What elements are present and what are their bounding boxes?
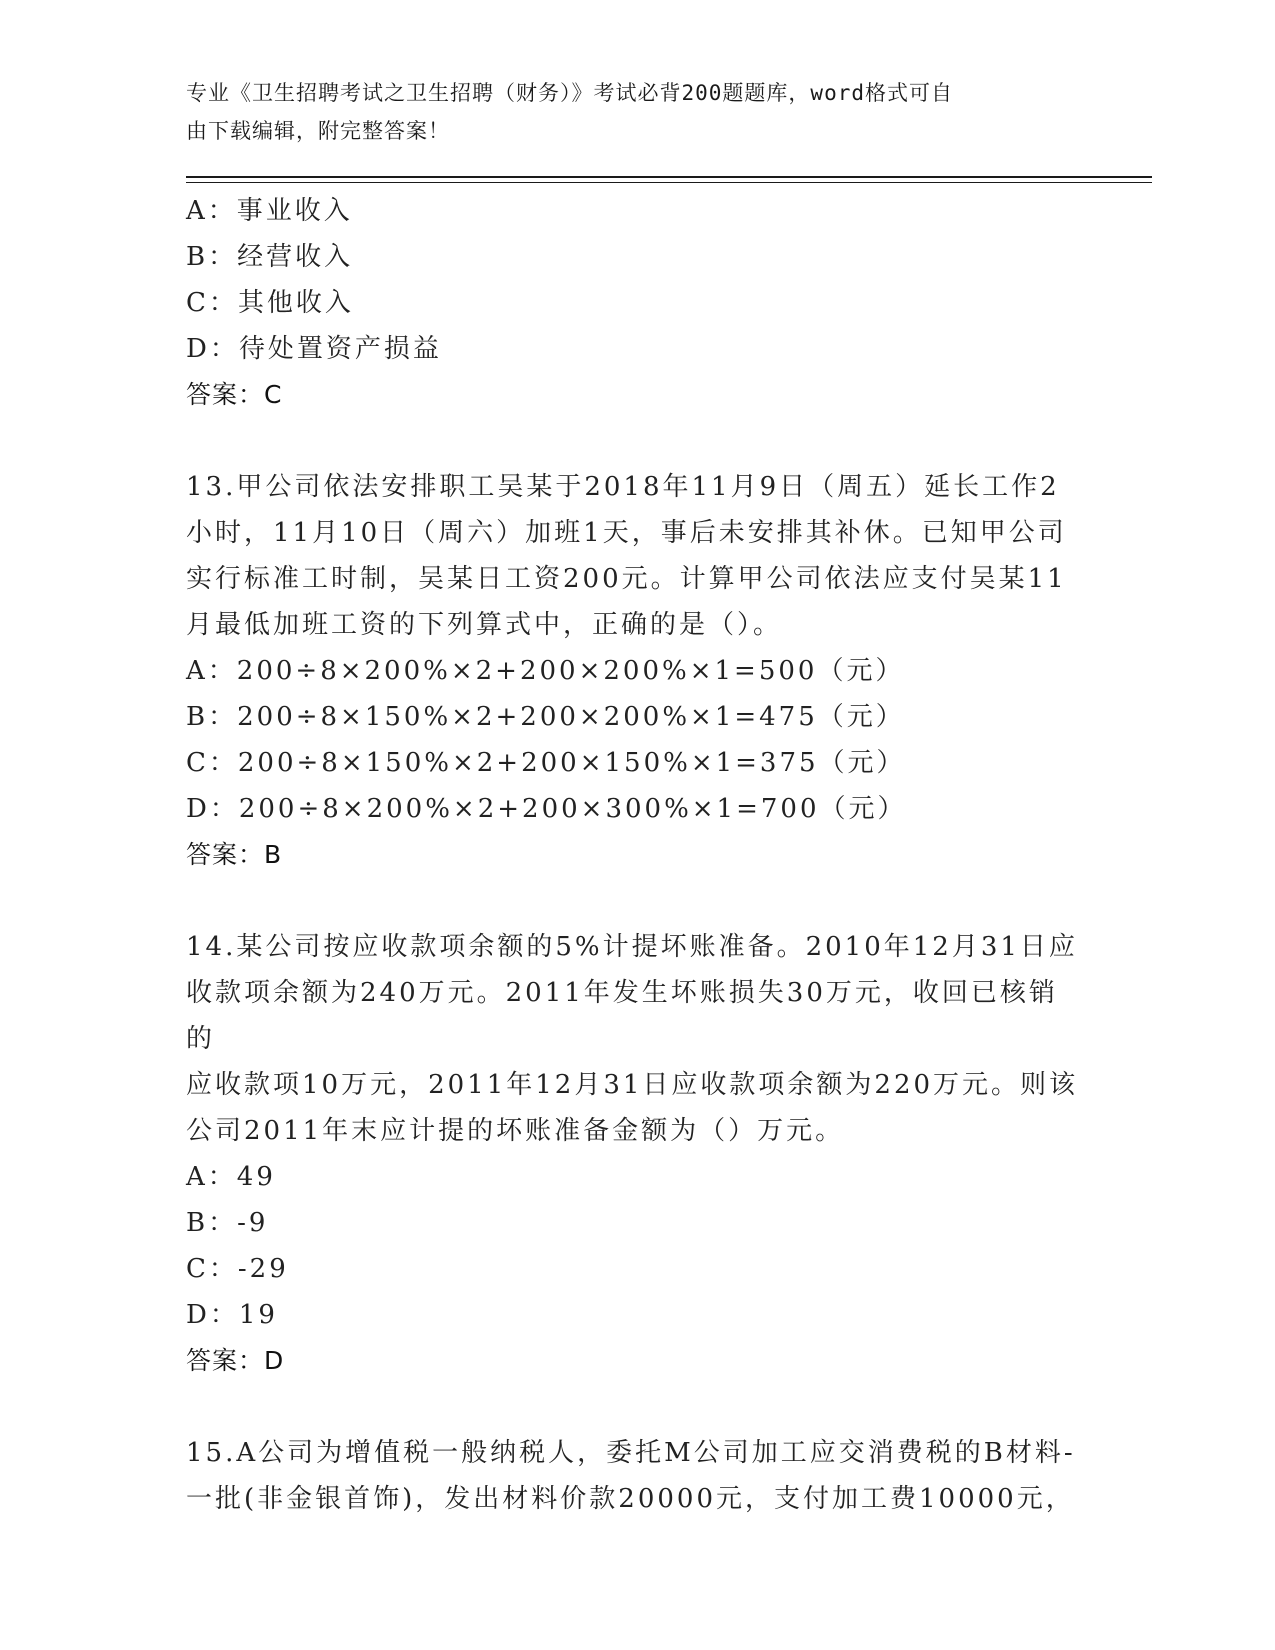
spacer bbox=[186, 1384, 1086, 1430]
document-body bbox=[186, 188, 1086, 1522]
spacer bbox=[186, 878, 1086, 924]
option-d: D：19 bbox=[186, 1300, 278, 1330]
option-a: A：事业收入 bbox=[186, 196, 353, 226]
question-14 bbox=[186, 924, 1086, 1338]
option-d: D：待处置资产损益 bbox=[186, 334, 442, 364]
option-b: B：-9 bbox=[186, 1208, 269, 1238]
question-12-answer: 答案：C bbox=[186, 380, 283, 409]
header-rule-thin bbox=[186, 182, 1152, 183]
question-14-answer: 答案：D bbox=[186, 1346, 285, 1375]
question-14-line-1: 14.某公司按应收款项余额的5%计提坏账准备。2010年12月31日应 bbox=[186, 932, 1078, 962]
question-15 bbox=[186, 1430, 1086, 1522]
question-14-line-2: 收款项余额为240万元。2011年发生坏账损失30万元，收回已核销的 bbox=[186, 978, 1058, 1054]
option-b: B：200÷8×150%×2+200×200%×1=475（元） bbox=[186, 702, 905, 732]
option-b: B：经营收入 bbox=[186, 242, 354, 272]
option-c: C：其他收入 bbox=[186, 288, 354, 318]
option-c: C：200÷8×150%×2+200×150%×1=375（元） bbox=[186, 748, 906, 778]
header-rule-thick bbox=[186, 176, 1152, 178]
question-12-options bbox=[186, 188, 1086, 372]
option-d: D：200÷8×200%×2+200×300%×1=700（元） bbox=[186, 794, 907, 824]
question-15-line-1: 15.A公司为增值税一般纳税人，委托M公司加工应交消费税的B材料- bbox=[186, 1438, 1076, 1468]
question-14-line-4: 公司2011年末应计提的坏账准备金额为（）万元。 bbox=[186, 1116, 845, 1146]
question-13-line-2: 小时，11月10日（周六）加班1天，事后未安排其补休。已知甲公司 bbox=[186, 518, 1067, 548]
question-13-line-3: 实行标准工时制，吴某日工资200元。计算甲公司依法应支付吴某11 bbox=[186, 564, 1067, 594]
question-13-line-4: 月最低加班工资的下列算式中，正确的是（）。 bbox=[186, 610, 783, 640]
document-header bbox=[186, 74, 1066, 150]
question-15-line-2: 一批(非金银首饰)，发出材料价款20000元，支付加工费10000元， bbox=[186, 1484, 1075, 1514]
option-a: A：49 bbox=[186, 1162, 276, 1192]
header-line-2: 由下载编辑，附完整答案！ bbox=[186, 119, 450, 143]
header-line-1: 专业《卫生招聘考试之卫生招聘（财务）》考试必背200题题库，word格式可自 bbox=[186, 81, 953, 105]
question-14-line-3: 应收款项10万元，2011年12月31日应收款项余额为220万元。则该 bbox=[186, 1070, 1079, 1100]
option-c: C：-29 bbox=[186, 1254, 289, 1284]
question-13 bbox=[186, 464, 1086, 832]
question-13-line-1: 13.甲公司依法安排职工吴某于2018年11月9日（周五）延长工作2 bbox=[186, 472, 1060, 502]
spacer bbox=[186, 418, 1086, 464]
question-13-answer: 答案：B bbox=[186, 840, 283, 869]
option-a: A：200÷8×200%×2+200×200%×1=500（元） bbox=[186, 656, 905, 686]
